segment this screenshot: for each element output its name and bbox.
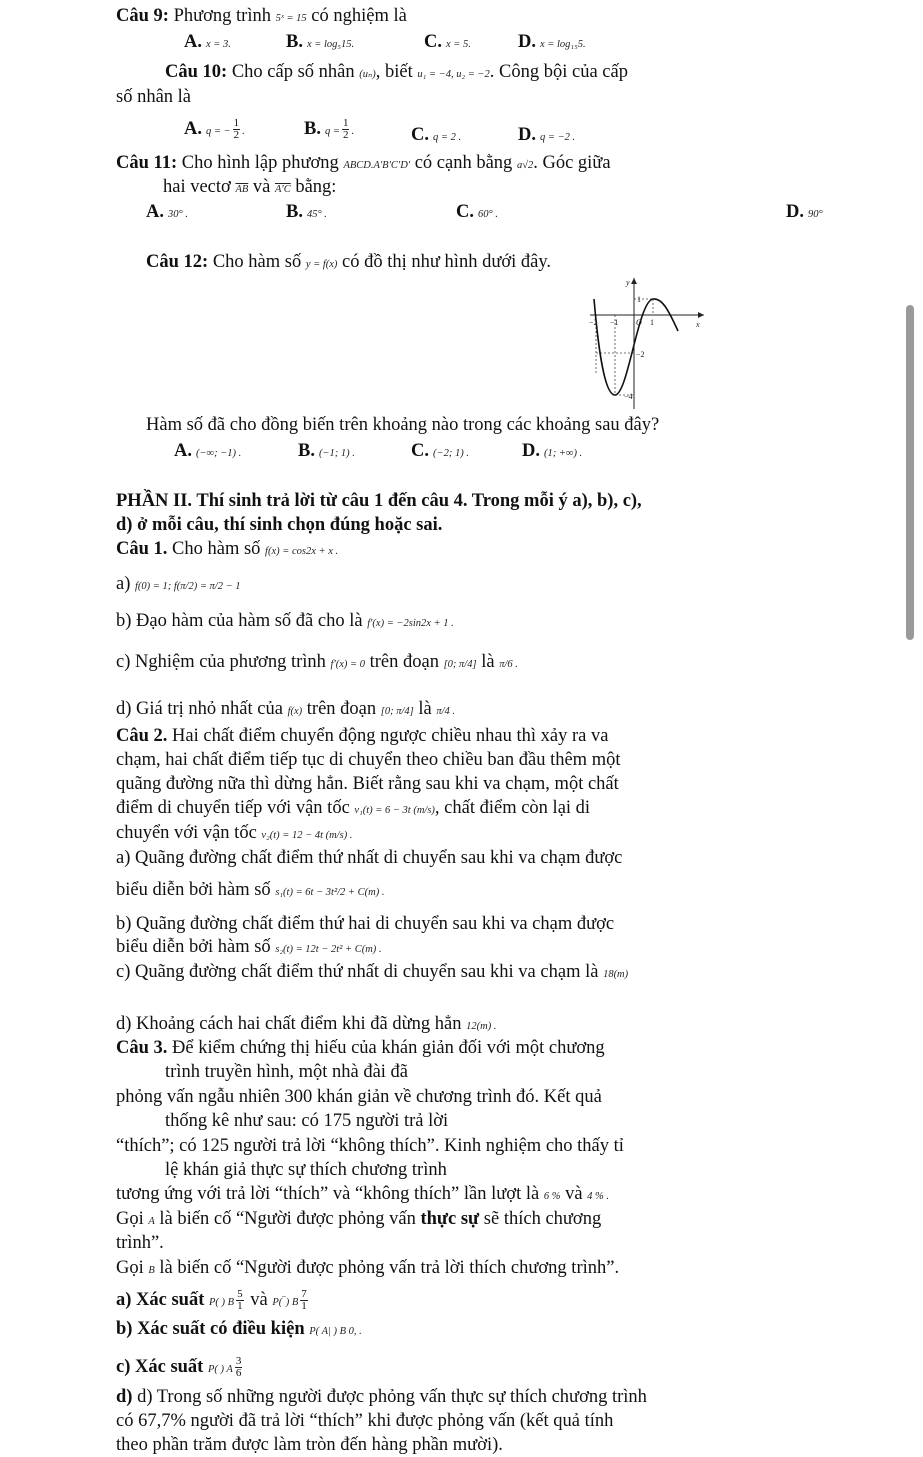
q11-option-c[interactable]: C. 60° . — [456, 202, 498, 222]
p1-item-a[interactable]: a) f(0) = 1; f(π/2) = π/2 − 1 — [116, 574, 241, 594]
part2-heading: PHẦN II. Thí sinh trả lời từ câu 1 đến câu 4. Trong mỗi ý a), b), c), — [116, 491, 642, 511]
p2-item-c[interactable]: c) Quãng đường chất điểm thứ nhất di chuyển sau khi va chạm là 18(m) — [116, 962, 629, 982]
p2-v1: v₁(t) = 6 − 3t (m/s) — [354, 805, 435, 816]
p1-item-c[interactable]: c) Nghiệm của phương trình f′(x) = 0 trên đoạn [0; π/4] là π/6 . — [116, 652, 518, 672]
p2-c-val: 18(m) — [603, 969, 629, 980]
p3-item-b[interactable]: b) Xác suất có điều kiện P( A| ) B 0, . — [116, 1319, 362, 1339]
p2-d-val: 12(m) . — [466, 1021, 497, 1032]
q9-tail: có nghiệm là — [311, 6, 407, 26]
p3-line3: phỏng vấn ngẫu nhiên 300 khán giản về chương trình đó. Kết quả — [116, 1087, 602, 1107]
p3-item-d[interactable]: d) d) Trong số những người được phỏng vấn thực sự thích chương trình — [116, 1387, 647, 1407]
p3-line2: trình truyền hình, một nhà đài đã — [165, 1062, 409, 1082]
p1-line — [116, 538, 338, 563]
q10-option-a[interactable]: A. q = − $\frac{1}{2}$ . — [184, 117, 245, 142]
q10-line — [165, 61, 628, 86]
q11-title: Câu 11: — [116, 153, 178, 173]
p2-a-expr: s₁(t) = 6t − 3t²/2 + C(m) . — [275, 887, 385, 898]
x-axis-label: x — [696, 320, 700, 329]
q12-fn: y = f(x) — [305, 259, 338, 270]
q10-mid: , biết — [375, 62, 413, 82]
origin-label: O — [636, 318, 642, 327]
p2-v2: v₂(t) = 12 − 4t (m/s) . — [261, 830, 353, 841]
p3-line5: “thích”; có 125 người trả lời “không thích”. Kinh nghiệm cho thấy tỉ — [116, 1136, 624, 1156]
p3-item-d-3: theo phần trăm được làm tròn đến hàng phần mười). — [116, 1435, 503, 1455]
p1-fn: f(x) = cos2x + x . — [265, 546, 339, 557]
x-axis-arrow — [698, 312, 704, 318]
p2-item-b-2: biểu diễn bởi hàm số s₂(t) = 12t − 2t² + C(m) . — [116, 937, 382, 957]
q12-function-graph — [588, 275, 706, 413]
q11-stem: Cho hình lập phương — [181, 153, 339, 173]
p1-b-expr: f′(x) = −2sin2x + 1 . — [367, 618, 454, 629]
p2-b-expr: s₂(t) = 12t − 2t² + C(m) . — [275, 944, 382, 955]
q9-option-c[interactable]: C. x = 5. — [424, 32, 471, 52]
y-axis-arrow — [631, 278, 637, 284]
p1-c-eq: f′(x) = 0 — [330, 659, 365, 670]
q11-mid: có cạnh bằng — [414, 153, 513, 173]
q9-title: Câu 9: — [116, 6, 169, 26]
q11-cube: ABCD.A′B′C′D′ — [343, 160, 411, 171]
p3-pct2: 4 % . — [587, 1191, 610, 1202]
part2-heading-2: d) ở mỗi câu, thí sinh chọn đúng hoặc sai. — [116, 515, 443, 535]
q10-option-d[interactable]: D. q = −2 . — [518, 125, 576, 145]
q11-tail: . Góc giữa — [533, 153, 611, 173]
p2-item-b[interactable]: b) Quãng đường chất điểm thứ hai di chuyển sau khi va chạm được — [116, 914, 615, 934]
q11-vec1: $\overline{AB}$ — [235, 184, 249, 195]
q10-option-b[interactable]: B. q = $\frac{1}{2}$ . — [304, 117, 355, 142]
q11-line — [116, 152, 611, 177]
q12-option-b[interactable]: B. (−1; 1) . — [298, 441, 355, 461]
q12-question: Hàm số đã cho đồng biến trên khoảng nào trong các khoảng sau đây? — [146, 415, 660, 435]
q11-edge: a√2 — [516, 160, 534, 171]
q10-tail: . Công bội của cấp — [489, 62, 628, 82]
q11-line2: hai vectơ $\overline{AB}$ và A′C bằng: — [163, 177, 337, 197]
p2-line5: chuyển với vận tốc v₂(t) = 12 − 4t (m/s) . — [116, 823, 353, 843]
q10-seq: (uₙ) — [359, 69, 376, 80]
p3-item-c[interactable]: c) Xác suất P( ) A $\frac{3}{6}$ — [116, 1355, 242, 1380]
p1-d-val: π/4 . — [436, 706, 456, 717]
p2-item-d[interactable]: d) Khoảng cách hai chất điểm khi đã dừng hẳn 12(m) . — [116, 1014, 497, 1034]
p3-event-a: A — [148, 1216, 155, 1227]
p1-d-interval: [0; π/4] — [380, 706, 414, 717]
q10-title: Câu 10: — [165, 62, 228, 82]
y-axis-label: y — [626, 278, 630, 287]
p3-line4: thống kê như sau: có 175 người trả lời — [165, 1111, 449, 1131]
p1-c-interval: [0; π/4] — [443, 659, 477, 670]
p3-pct1: 6 % — [543, 1191, 561, 1202]
p3-line1: Câu 3. Để kiểm chứng thị hiếu của khán giản đối với một chương — [116, 1038, 605, 1058]
q10-given: u₁ = −4, u₂ = −2 — [417, 69, 490, 80]
p3-line9: trình”. — [116, 1233, 164, 1253]
q12-title: Câu 12: — [146, 252, 209, 272]
p3-title: Câu 3. — [116, 1038, 168, 1058]
p2-line1: Câu 2. Hai chất điểm chuyển động ngược chiều nhau thì xảy ra va — [116, 726, 609, 746]
p2-title: Câu 2. — [116, 726, 168, 746]
q10-option-c[interactable]: C. q = 2 . — [411, 125, 462, 145]
q9-option-a[interactable]: A. x = 3. — [184, 32, 231, 52]
p3-line6: lệ khán giả thực sự thích chương trình — [165, 1160, 447, 1180]
p1-item-d[interactable]: d) Giá trị nhỏ nhất của f(x) trên đoạn [0; π/4] là π/4 . — [116, 699, 456, 719]
p2-line2: chạm, hai chất điểm tiếp tục di chuyển theo chiều ban đầu thêm một — [116, 750, 621, 770]
p2-item-a-2: biểu diễn bởi hàm số s₁(t) = 6t − 3t²/2 + C(m) . — [116, 880, 385, 900]
y-tick-neg2: −2 — [636, 350, 645, 359]
q12-stem: Cho hàm số — [212, 252, 302, 272]
q9-stem: Phương trình — [173, 6, 271, 26]
q11-option-a[interactable]: A. 30° . — [146, 202, 188, 222]
p2-line4: điểm di chuyển tiếp với vận tốc v₁(t) = 6 − 3t (m/s), chất điểm còn lại di — [116, 798, 591, 818]
p3-line10: Gọi B là biến cố “Người được phỏng vấn trả lời thích chương trình”. — [116, 1258, 620, 1278]
p3-line8: Gọi A là biến cố “Người được phỏng vấn thực sự sẽ thích chương — [116, 1209, 602, 1229]
y-tick-1: 1 — [637, 295, 641, 304]
vertical-scrollbar[interactable] — [906, 305, 914, 640]
q9-option-d[interactable]: D. x = log₁₅5. — [518, 32, 586, 52]
q12-tail: có đồ thị như hình dưới đây. — [342, 252, 552, 272]
x-tick-neg2: −2 — [589, 318, 598, 327]
x-tick-1: 1 — [650, 318, 654, 327]
q12-option-d[interactable]: D. (1; +∞) . — [522, 441, 583, 461]
q11-option-d[interactable]: D. 90° — [786, 202, 823, 222]
p3-line7: tương ứng với trả lời “thích” và “không thích” lần lượt là 6 % và 4 % . — [116, 1184, 610, 1204]
q12-line — [146, 251, 551, 276]
q9-expr: 5ˣ = 15 — [275, 13, 307, 24]
q10-line2: số nhân là — [116, 87, 192, 107]
y-tick-neg4: −4 — [624, 392, 633, 401]
q9-option-b[interactable]: B. x = log₅15. — [286, 32, 355, 52]
p3-item-d-2: có 67,7% người đã trả lời “thích” khi được phỏng vấn (kết quả tính — [116, 1411, 614, 1431]
p1-c-val: π/6 . — [499, 659, 518, 670]
q12-option-a[interactable]: A. (−∞; −1) . — [174, 441, 242, 461]
p1-d-fn: f(x) — [287, 706, 303, 717]
p1-a-expr: f(0) = 1; f(π/2) = π/2 − 1 — [135, 581, 241, 592]
p2-line3: quãng đường nữa thì dừng hẳn. Biết rằng sau khi va chạm, một chất — [116, 774, 619, 794]
p3-event-b: B — [148, 1265, 155, 1276]
p1-item-b[interactable]: b) Đạo hàm của hàm số đã cho là f′(x) = −2sin2x + 1 . — [116, 611, 454, 631]
x-tick-neg1: −1 — [610, 318, 619, 327]
p1-stem: Cho hàm số — [172, 539, 261, 559]
q11-vec2: A′C — [275, 184, 291, 195]
q10-stem: Cho cấp số nhân — [231, 62, 355, 82]
q9-line — [116, 5, 407, 30]
q11-option-b[interactable]: B. 45° . — [286, 202, 327, 222]
function-curve — [594, 299, 678, 395]
p2-item-a[interactable]: a) Quãng đường chất điểm thứ nhất di chuyển sau khi va chạm được — [116, 848, 623, 868]
p1-title: Câu 1. — [116, 539, 168, 559]
p3-item-a[interactable]: a) Xác suất P( ) B $\frac{5}{1}$ và P(‾) B $\frac{7}{1}$ — [116, 1288, 307, 1313]
q12-option-c[interactable]: C. (−2; 1) . — [411, 441, 469, 461]
